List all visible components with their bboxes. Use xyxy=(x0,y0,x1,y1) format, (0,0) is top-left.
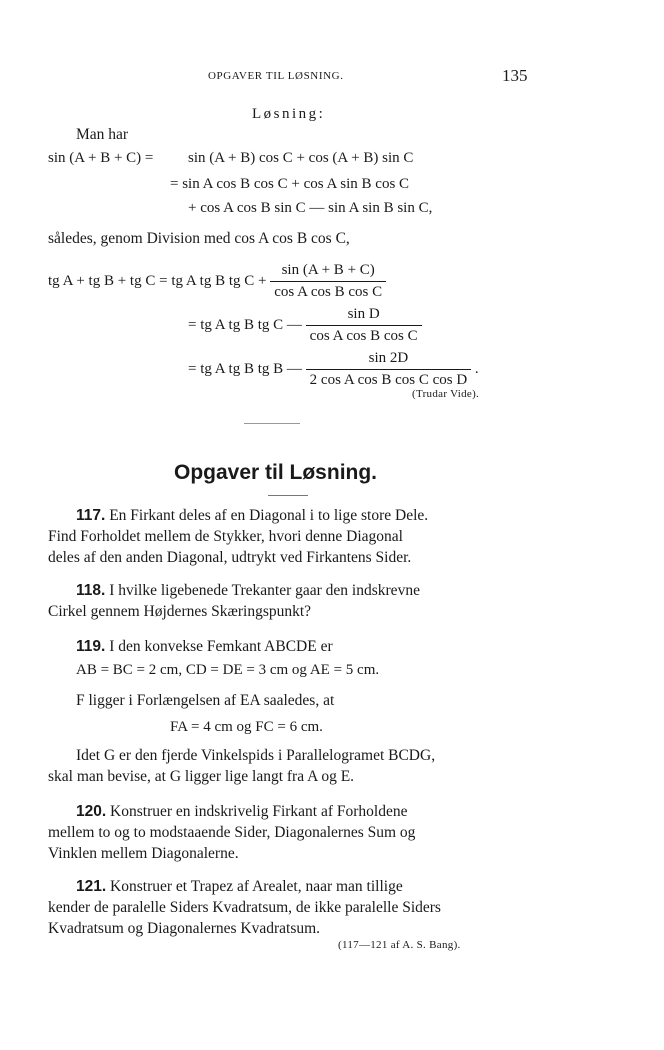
problem-121-line-1 xyxy=(48,876,526,897)
problem-118 xyxy=(48,580,526,622)
eq2-frac3-num: sin 2D xyxy=(368,350,409,366)
running-title: OPGAVER TIL LØSNING. xyxy=(208,70,344,82)
problem-121 xyxy=(48,876,526,939)
problem-119-line-2: skal man bevise, at G ligger lige langt fra A og E. xyxy=(48,768,355,785)
solution-credit: (Trudar Vide). xyxy=(412,388,480,400)
eq1-lhs: sin (A + B + C) = xyxy=(48,150,154,166)
eq2-line2-lhs: = tg A tg B tg C — xyxy=(188,316,302,333)
problem-121-line-3: Kvadratsum og Diagonalernes Kvadratsum. xyxy=(48,920,321,937)
problem-119-intro-line xyxy=(76,636,333,657)
problem-118-line-2: Cirkel gennem Højdernes Skæringspunkt? xyxy=(48,603,312,620)
problem-121-text-1: Konstruer et Trapez af Arealet, naar man tillige xyxy=(110,878,403,895)
eq2-frac2-num: sin D xyxy=(347,306,380,322)
problem-117-number: 117. xyxy=(76,507,106,524)
eq2-frac1-den: cos A cos B cos C xyxy=(270,281,386,301)
problem-117-text-1: En Firkant deles af en Diagonal i to lige store Dele. xyxy=(109,507,429,524)
problem-117-line-1 xyxy=(48,505,526,526)
solution-transition: således, genom Division med cos A cos B cos C, xyxy=(48,230,350,247)
problem-118-text-1: I hvilke ligebenede Trekanter gaar den indskrevne xyxy=(109,582,420,599)
eq2-frac3-den: 2 cos A cos B cos C cos D xyxy=(306,369,472,389)
problem-117-line-3: deles af den anden Diagonal, udtrykt ved Firkantens Sider. xyxy=(48,549,412,566)
problem-119-eq-c: FA = 4 cm og FC = 6 cm. xyxy=(170,719,323,735)
problem-119-body xyxy=(48,745,526,787)
eq2-line3 xyxy=(188,350,479,389)
problem-119-line-1: Idet G er den fjerde Vinkelspids i Parallelogramet BCDG, xyxy=(76,747,436,764)
page-number: 135 xyxy=(502,66,528,85)
eq2-line2 xyxy=(188,306,422,345)
eq1-rhs3: + cos A cos B sin C — sin A sin B sin C, xyxy=(188,200,433,216)
eq2-frac2 xyxy=(306,306,422,345)
eq2-lhs: tg A + tg B + tg C = tg A tg B tg C + xyxy=(48,272,267,289)
problem-118-line-1 xyxy=(48,580,526,601)
section-title-underline xyxy=(268,495,308,496)
eq2-line1 xyxy=(48,262,386,301)
problem-117-line-2: Find Forholdet mellem de Stykker, hvori denne Diagonal xyxy=(48,528,403,545)
problem-119-intro: I den konvekse Femkant ABCDE er xyxy=(109,638,333,655)
footer-credit: (117—121 af A. S. Bang). xyxy=(338,939,461,951)
eq2-frac1-num: sin (A + B + C) xyxy=(281,262,375,278)
problem-120-text-1: Konstruer en indskrivelig Firkant af Forholdene xyxy=(110,803,408,820)
problem-120-line-3: Vinklen mellem Diagonalerne. xyxy=(48,845,239,862)
eq2-line3-lhs: = tg A tg B tg B — xyxy=(188,360,302,377)
eq1-rhs1: sin (A + B) cos C + cos (A + B) sin C xyxy=(188,150,414,166)
eq2-frac1 xyxy=(270,262,386,301)
problem-120-line-1 xyxy=(48,801,526,822)
problem-117 xyxy=(48,505,526,568)
section-title: Opgaver til Løsning. xyxy=(174,461,378,484)
problem-119-number: 119. xyxy=(76,638,106,655)
separator-rule xyxy=(244,423,300,424)
problem-120-number: 120. xyxy=(76,803,107,820)
problem-121-line-2: kender de paralelle Siders Kvadratsum, de ikke paralelle Siders xyxy=(48,899,441,916)
eq2-frac3 xyxy=(306,350,472,389)
problem-119-text-b: F ligger i Forlængelsen af EA saaledes, at xyxy=(76,692,335,709)
eq1-rhs2: = sin A cos B cos C + cos A sin B cos C xyxy=(170,176,410,192)
problem-118-number: 118. xyxy=(76,582,106,599)
solution-intro: Man har xyxy=(76,126,129,143)
problem-120 xyxy=(48,801,526,864)
problem-121-number: 121. xyxy=(76,878,107,895)
problem-120-line-2: mellem to og to modstaaende Sider, Diagonalernes Sum og xyxy=(48,824,416,841)
eq2-frac2-den: cos A cos B cos C xyxy=(306,325,422,345)
solution-heading: Løsning: xyxy=(252,106,326,122)
problem-119-eq-a: AB = BC = 2 cm, CD = DE = 3 cm og AE = 5 cm. xyxy=(76,662,380,678)
eq2-line3-end: . xyxy=(474,360,479,377)
